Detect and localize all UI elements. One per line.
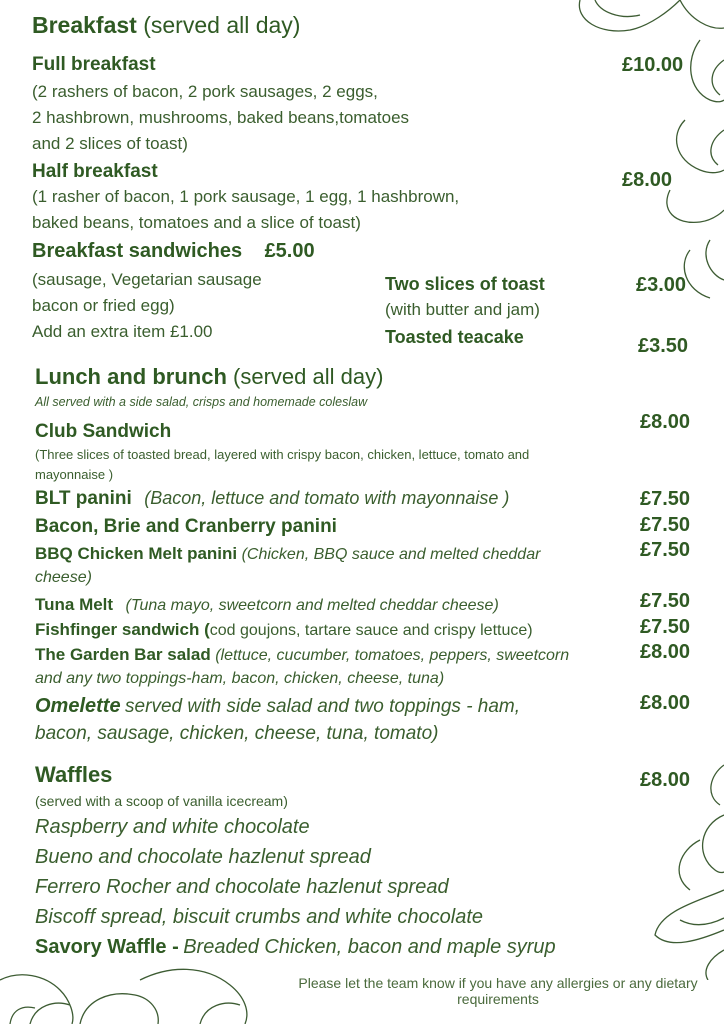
toast-price: £3.00 <box>636 274 687 296</box>
blt-row <box>35 488 509 510</box>
half-breakfast-price: £8.00 <box>622 169 673 191</box>
bbc-panini-name: Bacon, Brie and Cranberry panini <box>35 516 337 537</box>
teacake-name: Toasted teacake <box>385 327 524 347</box>
lunch-heading-title: Lunch and brunch <box>35 364 227 389</box>
full-breakfast-name: Full breakfast <box>32 54 156 75</box>
full-breakfast-desc-3: and 2 slices of toast) <box>32 134 188 153</box>
full-breakfast-desc-1: (2 rashers of bacon, 2 pork sausages, 2 eggs, <box>32 82 378 101</box>
salad-desc-2: and any two toppings-ham, bacon, chicken, cheese, tuna) <box>35 670 445 687</box>
omelette-name: Omelette <box>35 695 121 717</box>
club-sandwich-price: £8.00 <box>640 411 691 433</box>
club-sandwich-desc-2: mayonnaise ) <box>35 467 114 482</box>
tuna-name: Tuna Melt <box>35 595 114 614</box>
salad-row <box>35 645 569 665</box>
omelette-desc-2: bacon, sausage, chicken, cheese, tuna, tomato) <box>35 723 439 744</box>
savory-waffle-row <box>35 936 556 959</box>
fishfinger-row <box>35 620 533 640</box>
lunch-subnote: All served with a side salad, crisps and homemade coleslaw <box>35 395 368 409</box>
fishfinger-desc: cod goujons, tartare sauce and crispy lettuce) <box>209 622 533 639</box>
breakfast-sandwiches-desc-1: (sausage, Vegetarian sausage <box>32 270 262 289</box>
half-breakfast-name: Half breakfast <box>32 161 158 182</box>
fishfinger-price: £7.50 <box>640 616 691 638</box>
toast-desc: (with butter and jam) <box>385 300 540 319</box>
waffle-item: Ferrero Rocher and chocolate hazlenut spread <box>35 876 449 898</box>
breakfast-sandwiches-price: £5.00 <box>264 240 315 262</box>
bbq-price: £7.50 <box>640 539 691 561</box>
blt-name: BLT panini <box>35 488 132 509</box>
floral-decoration-top-right <box>560 0 724 300</box>
savory-waffle-desc: Breaded Chicken, bacon and maple syrup <box>183 936 556 958</box>
breakfast-sandwiches-desc-2: bacon or fried egg) <box>32 296 175 315</box>
club-sandwich-name: Club Sandwich <box>35 421 172 442</box>
waffle-item: Bueno and chocolate hazlenut spread <box>35 846 371 868</box>
breakfast-sandwiches-name: Breakfast sandwiches <box>32 240 243 262</box>
waffle-item: Biscoff spread, biscuit crumbs and white chocolate <box>35 906 483 928</box>
club-sandwich-desc-1: (Three slices of toasted bread, layered with crispy bacon, chicken, lettuce, tomato and <box>35 447 530 462</box>
tuna-price: £7.50 <box>640 590 691 612</box>
tuna-desc: (Tuna mayo, sweetcorn and melted cheddar cheese) <box>125 597 499 614</box>
half-breakfast-desc-2: baked beans, tomatoes and a slice of toast) <box>32 213 361 232</box>
lunch-heading-note: (served all day) <box>233 364 384 389</box>
salad-price: £8.00 <box>640 641 691 663</box>
bbq-desc-1: (Chicken, BBQ sauce and melted cheddar <box>241 546 541 563</box>
blt-desc: (Bacon, lettuce and tomato with mayonnaise ) <box>144 488 510 508</box>
fishfinger-name: Fishfinger sandwich ( <box>35 620 210 639</box>
waffles-heading: Waffles <box>35 762 113 787</box>
bbc-panini-price: £7.50 <box>640 514 691 536</box>
floral-decoration-bottom-right <box>640 760 724 980</box>
full-breakfast-price: £10.00 <box>622 54 684 76</box>
blt-price: £7.50 <box>640 488 691 510</box>
lunch-heading <box>35 364 383 390</box>
half-breakfast-desc-1: (1 rasher of bacon, 1 pork sausage, 1 egg, 1 hashbrown, <box>32 187 460 206</box>
breakfast-heading-note: (served all day) <box>143 12 301 38</box>
breakfast-sandwiches-extra: Add an extra item £1.00 <box>32 322 213 341</box>
teacake-price: £3.50 <box>638 335 689 357</box>
bbq-row <box>35 544 540 564</box>
omelette-row <box>35 695 520 718</box>
toast-name: Two slices of toast <box>385 274 545 294</box>
breakfast-heading-title: Breakfast <box>32 12 137 38</box>
omelette-price: £8.00 <box>640 692 691 714</box>
waffles-price: £8.00 <box>640 769 691 791</box>
allergy-footer: Please let the team know if you have any allergies or any dietary requirements <box>298 975 698 1007</box>
floral-decoration-bottom-left <box>0 960 280 1024</box>
breakfast-heading <box>32 12 300 39</box>
waffles-note: (served with a scoop of vanilla icecream) <box>35 793 288 809</box>
breakfast-sandwiches-row <box>32 240 315 263</box>
omelette-desc-1: served with side salad and two toppings - ham, <box>125 696 521 717</box>
savory-waffle-name: Savory Waffle - <box>35 936 179 958</box>
bbq-name: BBQ Chicken Melt panini <box>35 544 238 563</box>
bbq-desc-2: cheese) <box>35 569 92 586</box>
salad-name: The Garden Bar salad <box>35 645 211 664</box>
full-breakfast-desc-2: 2 hashbrown, mushrooms, baked beans,tomatoes <box>32 108 410 127</box>
waffle-item: Raspberry and white chocolate <box>35 816 310 838</box>
salad-desc-1: (lettuce, cucumber, tomatoes, peppers, sweetcorn <box>215 647 570 664</box>
tuna-row <box>35 595 499 615</box>
